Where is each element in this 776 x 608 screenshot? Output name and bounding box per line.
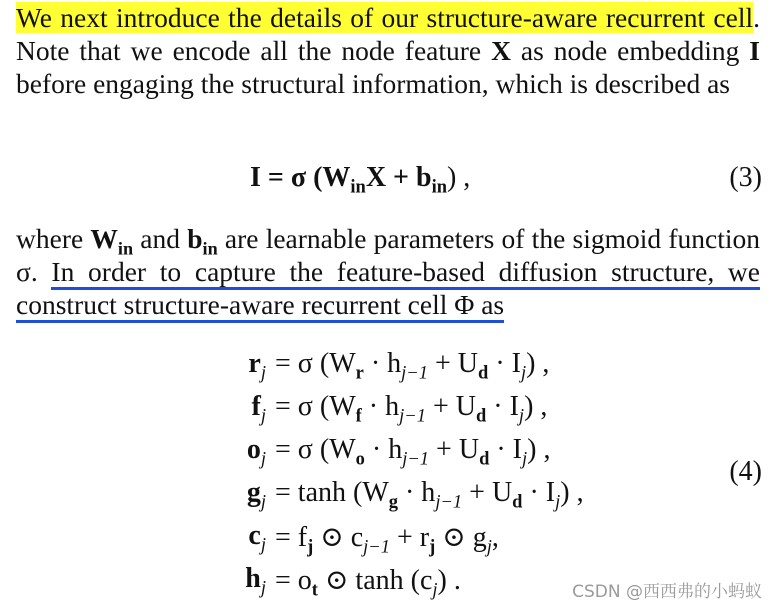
- rhs-sub: g: [388, 491, 398, 512]
- equation-lhs: [245, 563, 266, 598]
- rhs-part: = σ (W: [275, 434, 356, 465]
- symbol-W: W: [90, 223, 118, 254]
- lhs-symbol: g: [246, 477, 261, 508]
- rhs-part: ) ,: [524, 391, 548, 422]
- equation-line: [0, 348, 776, 390]
- equation-rhs: [275, 563, 461, 600]
- equation-lhs: [251, 391, 266, 426]
- equation-3: [0, 160, 776, 200]
- second-paragraph: [16, 222, 760, 321]
- lhs-sub: j: [260, 448, 266, 469]
- lhs-sub: j: [260, 405, 266, 426]
- equation-line: [0, 391, 776, 433]
- rhs-part: · I: [522, 477, 556, 508]
- eq3-part: X + b: [365, 162, 432, 193]
- rhs-sub: j: [518, 405, 525, 426]
- paragraph-text: and: [133, 223, 188, 254]
- lhs-symbol: h: [245, 563, 261, 594]
- equation-rhs: [275, 477, 584, 512]
- rhs-sub: j−1: [402, 448, 430, 469]
- paragraph-text: as node embedding: [510, 35, 750, 66]
- rhs-part: · h: [361, 391, 400, 422]
- paragraph-text: are learnable parameters of the sigmoid function σ.: [16, 223, 760, 287]
- rhs-part: ) ,: [560, 477, 584, 508]
- equation-rhs: [275, 348, 550, 383]
- rhs-sub: d: [475, 405, 487, 426]
- rhs-part: · I: [486, 391, 519, 422]
- equation-lhs: [246, 434, 266, 469]
- paragraph-text: . Note that we encode all the node feature: [16, 2, 760, 66]
- rhs-part: ) .: [437, 565, 461, 596]
- equation-4: [0, 348, 776, 608]
- watermark: CSDN @西西弗的小蚂蚁: [572, 577, 762, 602]
- rhs-sub: j: [520, 362, 527, 383]
- rhs-sub: j: [486, 536, 492, 557]
- symbol-b: b: [187, 223, 203, 254]
- rhs-part: + U: [425, 391, 476, 422]
- equation-lhs: [246, 477, 266, 512]
- lhs-symbol: r: [248, 348, 261, 379]
- equation-line: [0, 477, 776, 519]
- eq3-part: I = σ (W: [250, 162, 351, 193]
- lhs-sub: j: [260, 534, 266, 555]
- rhs-part: · I: [489, 434, 522, 465]
- rhs-sub: j: [307, 536, 314, 557]
- rhs-sub: t: [311, 579, 318, 600]
- rhs-sub: j: [555, 491, 561, 512]
- rhs-part: + U: [462, 477, 513, 508]
- rhs-part: · I: [488, 348, 521, 379]
- rhs-sub: j: [432, 579, 438, 600]
- rhs-sub: j: [522, 448, 528, 469]
- rhs-part: + U: [428, 348, 479, 379]
- lhs-symbol: c: [248, 520, 261, 551]
- lhs-symbol: o: [246, 434, 261, 465]
- rhs-part: · h: [364, 434, 403, 465]
- highlighted-text: We next introduce the details of our structure-aware recurrent cell: [16, 2, 754, 33]
- equation-line: [0, 434, 776, 476]
- eq3-sub: in: [431, 176, 447, 197]
- rhs-sub: d: [512, 491, 523, 512]
- equation-number: (4): [729, 456, 762, 487]
- eq3-sub: in: [350, 176, 366, 197]
- symbol-sub: in: [202, 238, 218, 259]
- rhs-sub: r: [355, 362, 364, 383]
- rhs-sub: j−1: [399, 405, 426, 426]
- paragraph-text: where: [16, 223, 91, 254]
- equation-number: (3): [729, 162, 762, 193]
- underlined-text: In order to capture the feature-based diffusion structure, we construct structure-aware recurrent cell Φ as: [16, 256, 760, 323]
- equation-line: [0, 520, 776, 562]
- equation-3-body: [250, 162, 471, 197]
- equation-lhs: [248, 520, 266, 555]
- rhs-part: · h: [363, 348, 402, 379]
- rhs-part: ) ,: [526, 348, 550, 379]
- equation-rhs: [275, 520, 499, 557]
- rhs-part: ,: [491, 522, 499, 553]
- rhs-sub: o: [355, 448, 365, 469]
- rhs-part: + U: [429, 434, 480, 465]
- equation-rhs: [275, 434, 551, 469]
- rhs-part: = σ (W: [275, 391, 356, 422]
- rhs-sub: j−1: [401, 362, 429, 383]
- rhs-sub: d: [479, 448, 490, 469]
- equation-rhs: [275, 391, 548, 426]
- rhs-part: ⊙ c: [313, 522, 364, 553]
- rhs-sub: d: [478, 362, 489, 383]
- rhs-part: = f: [275, 522, 308, 553]
- symbol-I: I: [749, 35, 760, 66]
- paragraph-text: before engaging the structural information, which is described as: [16, 68, 731, 99]
- rhs-part: = σ (W: [275, 348, 356, 379]
- rhs-part: ⊙ tanh (c: [317, 565, 433, 596]
- equation-lhs: [248, 348, 266, 383]
- lhs-sub: j: [260, 577, 266, 598]
- rhs-part: = o: [275, 565, 312, 596]
- symbol-X: X: [491, 35, 511, 66]
- rhs-part: = tanh (W: [275, 477, 389, 508]
- intro-paragraph: [16, 1, 760, 100]
- rhs-sub: j: [429, 536, 436, 557]
- rhs-part: ⊙ g: [435, 522, 487, 553]
- rhs-sub: j−1: [363, 536, 391, 557]
- rhs-part: ) ,: [527, 434, 551, 465]
- lhs-symbol: f: [251, 391, 261, 422]
- symbol-sub: in: [117, 238, 134, 259]
- lhs-sub: j: [260, 491, 266, 512]
- rhs-sub: f: [355, 405, 362, 426]
- eq3-part: ) ,: [446, 162, 471, 193]
- lhs-sub: j: [260, 362, 266, 383]
- rhs-part: · h: [397, 477, 436, 508]
- rhs-part: + r: [390, 522, 430, 553]
- rhs-sub: j−1: [435, 491, 463, 512]
